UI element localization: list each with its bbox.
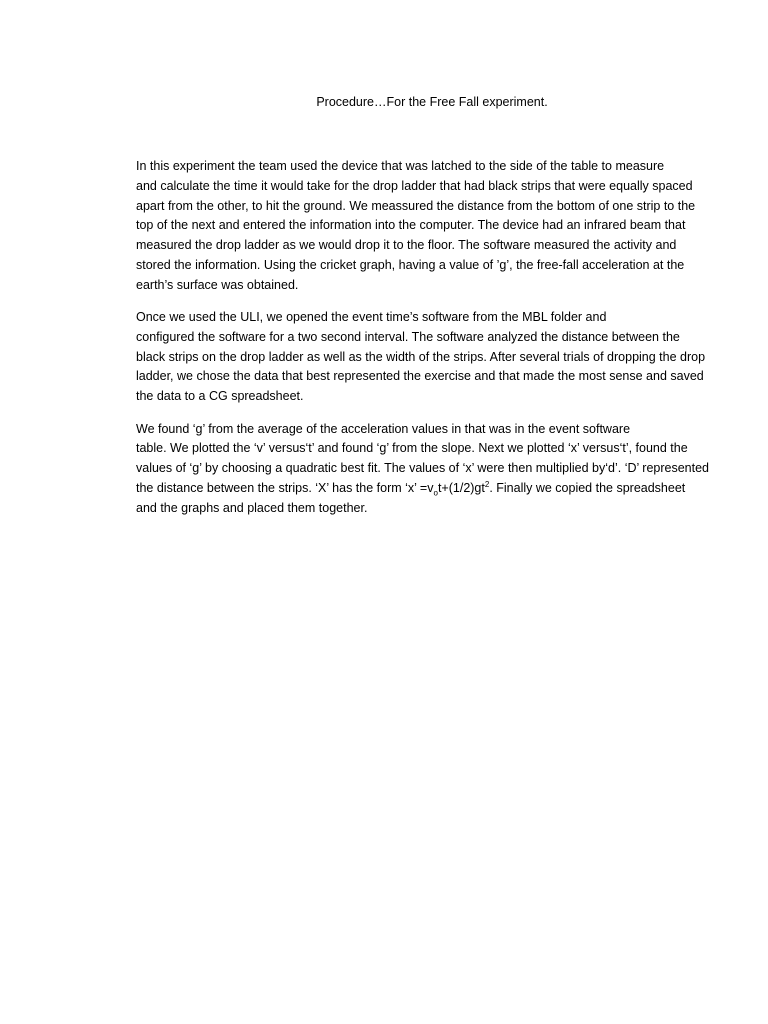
formula-text-middle: t+(1/2)gt bbox=[437, 480, 485, 495]
text-line: and the graphs and placed them together. bbox=[136, 500, 368, 515]
text-line: We found ‘g’ from the average of the acceleration values in that was in the event software bbox=[136, 421, 631, 436]
text-line: Once we used the ULI, we opened the event time’s software from the MBL folder and bbox=[136, 310, 607, 325]
document-body bbox=[90, 157, 709, 531]
text-line: measured the drop ladder as we would drop it to the floor. The software measured the activity and bbox=[136, 238, 677, 253]
formula-text-after: . Finally we copied the spreadsheet bbox=[489, 480, 686, 495]
text-line: earth’s surface was obtained. bbox=[136, 277, 299, 292]
paragraph-analysis bbox=[90, 420, 709, 519]
text-line: stored the information. Using the cricket graph, having a value of ’g’, the free-fall acceleration at the bbox=[136, 257, 685, 272]
paragraph-procedure bbox=[90, 157, 696, 296]
text-line: apart from the other, to hit the ground. We meassured the distance from the bottom of one strip to the bbox=[136, 198, 696, 213]
text-line: top of the next and entered the information into the computer. The device had an infrared beam that bbox=[136, 218, 686, 233]
text-line: In this experiment the team used the device that was latched to the side of the table to measure bbox=[136, 159, 665, 173]
text-line: configured the software for a two second interval. The software analyzed the distance between the bbox=[136, 329, 680, 344]
formula-text-before: the distance between the strips. ‘X’ has the form ‘x’ =v bbox=[136, 480, 434, 495]
formula-line bbox=[90, 479, 690, 499]
text-line: values of ‘g’ by choosing a quadratic best fit. The values of ‘x’ were then multiplied by‘d’. ‘D’ represented bbox=[136, 461, 709, 476]
formula-subscript: o bbox=[433, 488, 438, 498]
document-title: Procedure…For the Free Fall experiment. bbox=[316, 95, 548, 109]
text-line: ladder, we chose the data that best represented the exercise and that made the most sense and saved bbox=[136, 369, 704, 384]
paragraph-software bbox=[90, 308, 706, 407]
text-line: table. We plotted the ‘v’ versus‘t’ and found ‘g’ from the slope. Next we plotted ‘x’ versus‘t’, found the bbox=[136, 441, 688, 456]
text-line: the data to a CG spreadsheet. bbox=[136, 389, 304, 404]
text-line: and calculate the time it would take for the drop ladder that had black strips that were equally spaced bbox=[136, 178, 693, 193]
text-line: black strips on the drop ladder as well as the width of the strips. After several trials of dropping the drop bbox=[136, 349, 706, 364]
formula-superscript: 2 bbox=[484, 479, 490, 489]
